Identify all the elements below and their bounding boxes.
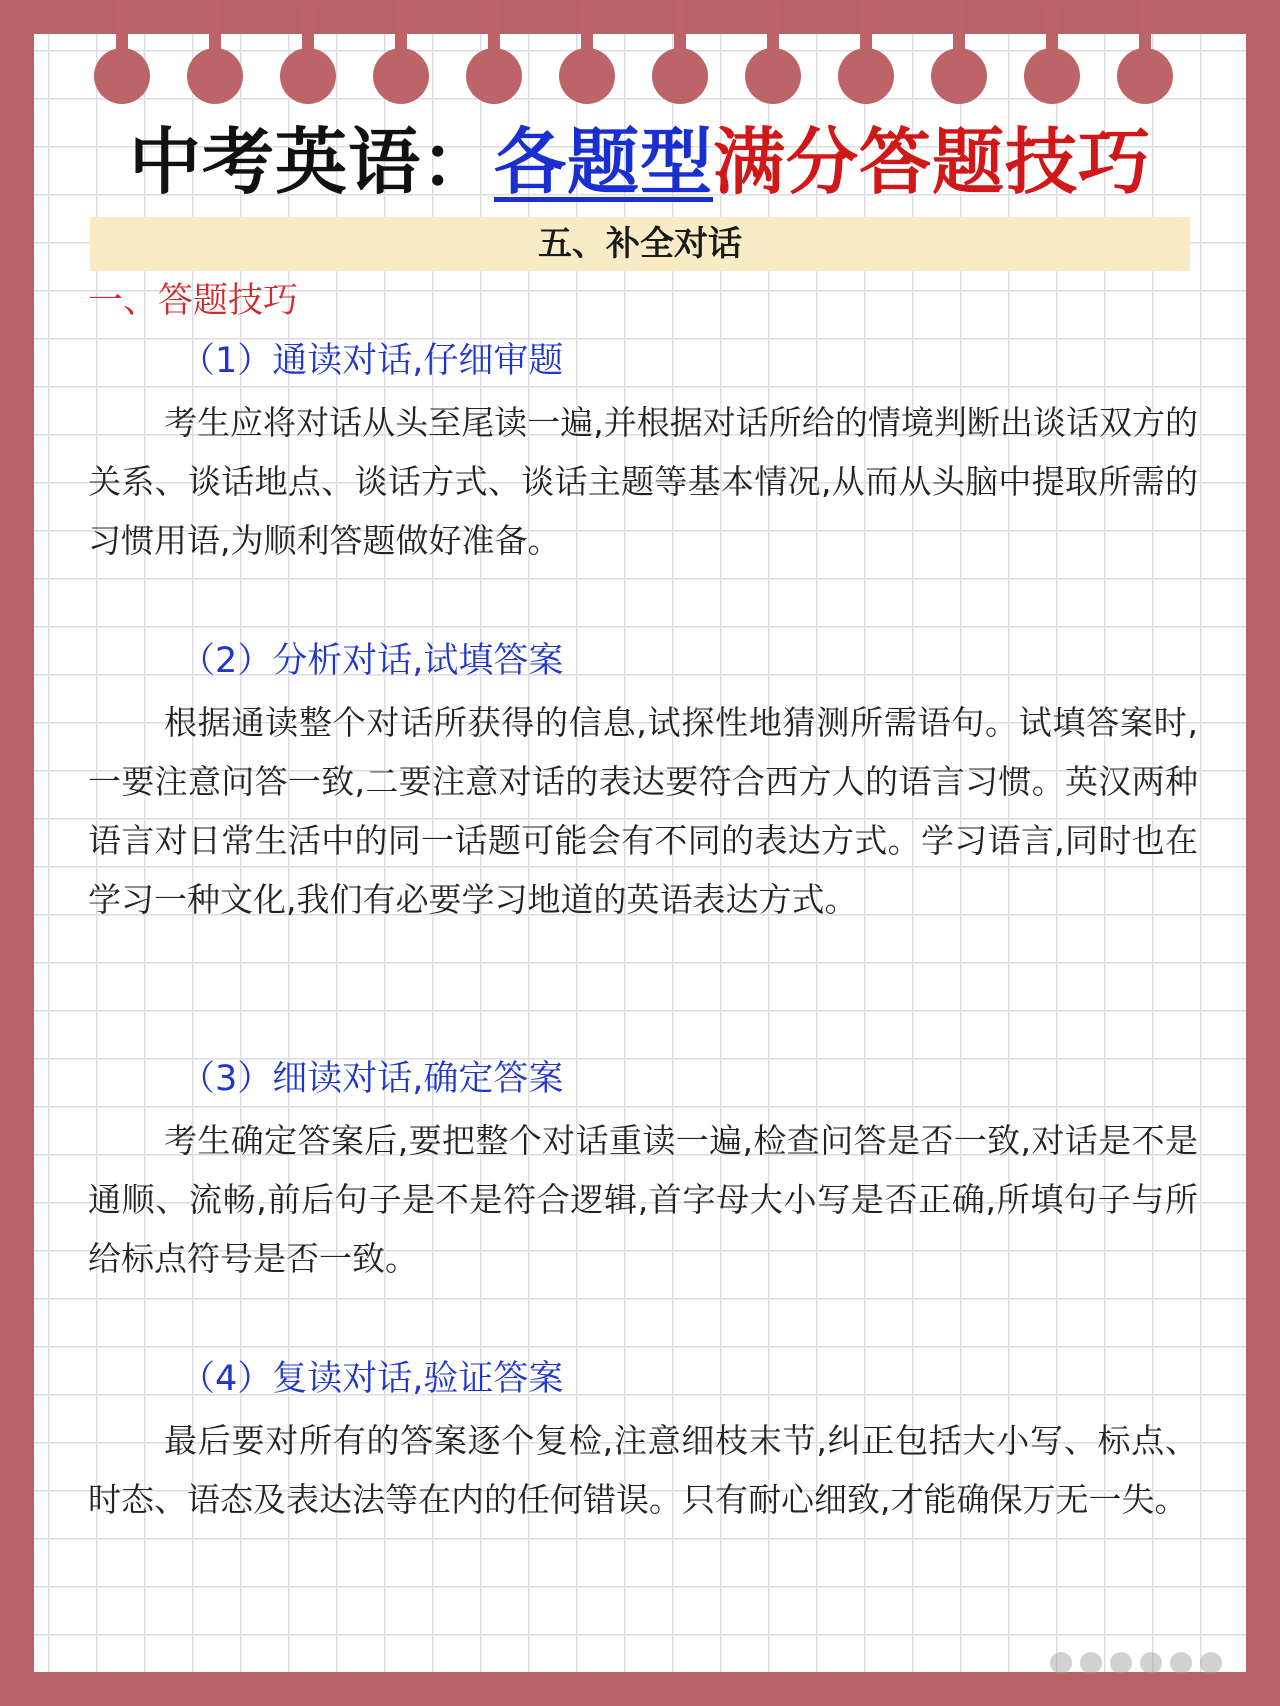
item-text-4: 最后要对所有的答案逐个复检,注意细枝末节,纠正包括大小写、标点、时态、语态及表达法等在内的任何错误。只有耐心细致,才能确保万无一失。 [88, 1421, 1198, 1519]
item-text-1: 考生应将对话从头至尾读一遍,并根据对话所给的情境判断出谈话双方的关系、谈话地点、谈话方式、谈话主题等基本情况,从而从头脑中提取所需的习惯用语,为顺利答题做好准备。 [88, 403, 1198, 560]
item-heading-2: （2）分析对话,试填答案 [180, 641, 564, 681]
title-part-2: 各题型 [493, 120, 713, 204]
item-text-2: 根据通读整个对话所获得的信息,试探性地猜测所需语句。试填答案时,一要注意问答一致,二要注意对话的表达要符合西方人的语言习惯。英汉两种语言对日常生活中的同一话题可能会有不同的表达方式。学习语言,同时也在学习一种文化,我们有必要学习地道的英语表达方式。 [88, 703, 1198, 919]
page-title [0, 112, 1280, 212]
section-banner: 五、补全对话 [90, 217, 1190, 271]
item-heading-4: （4）复读对话,验证答案 [180, 1359, 564, 1399]
title-part-3: 满分答题技巧 [713, 120, 1152, 204]
item-heading-1: （1）通读对话,仔细审题 [180, 341, 564, 381]
item-text-3: 考生确定答案后,要把整个对话重读一遍,检查问答是否一致,对话是不是通顺、流畅,前后句子是不是符合逻辑,首字母大小写是否正确,所填句子与所给标点符号是否一致。 [88, 1121, 1198, 1278]
title-part-1: 中考英语： [128, 120, 494, 204]
watermark-icon [1050, 1644, 1240, 1674]
item-heading-3: （3）细读对话,确定答案 [180, 1059, 564, 1099]
section-heading: 一、答题技巧 [88, 281, 299, 321]
